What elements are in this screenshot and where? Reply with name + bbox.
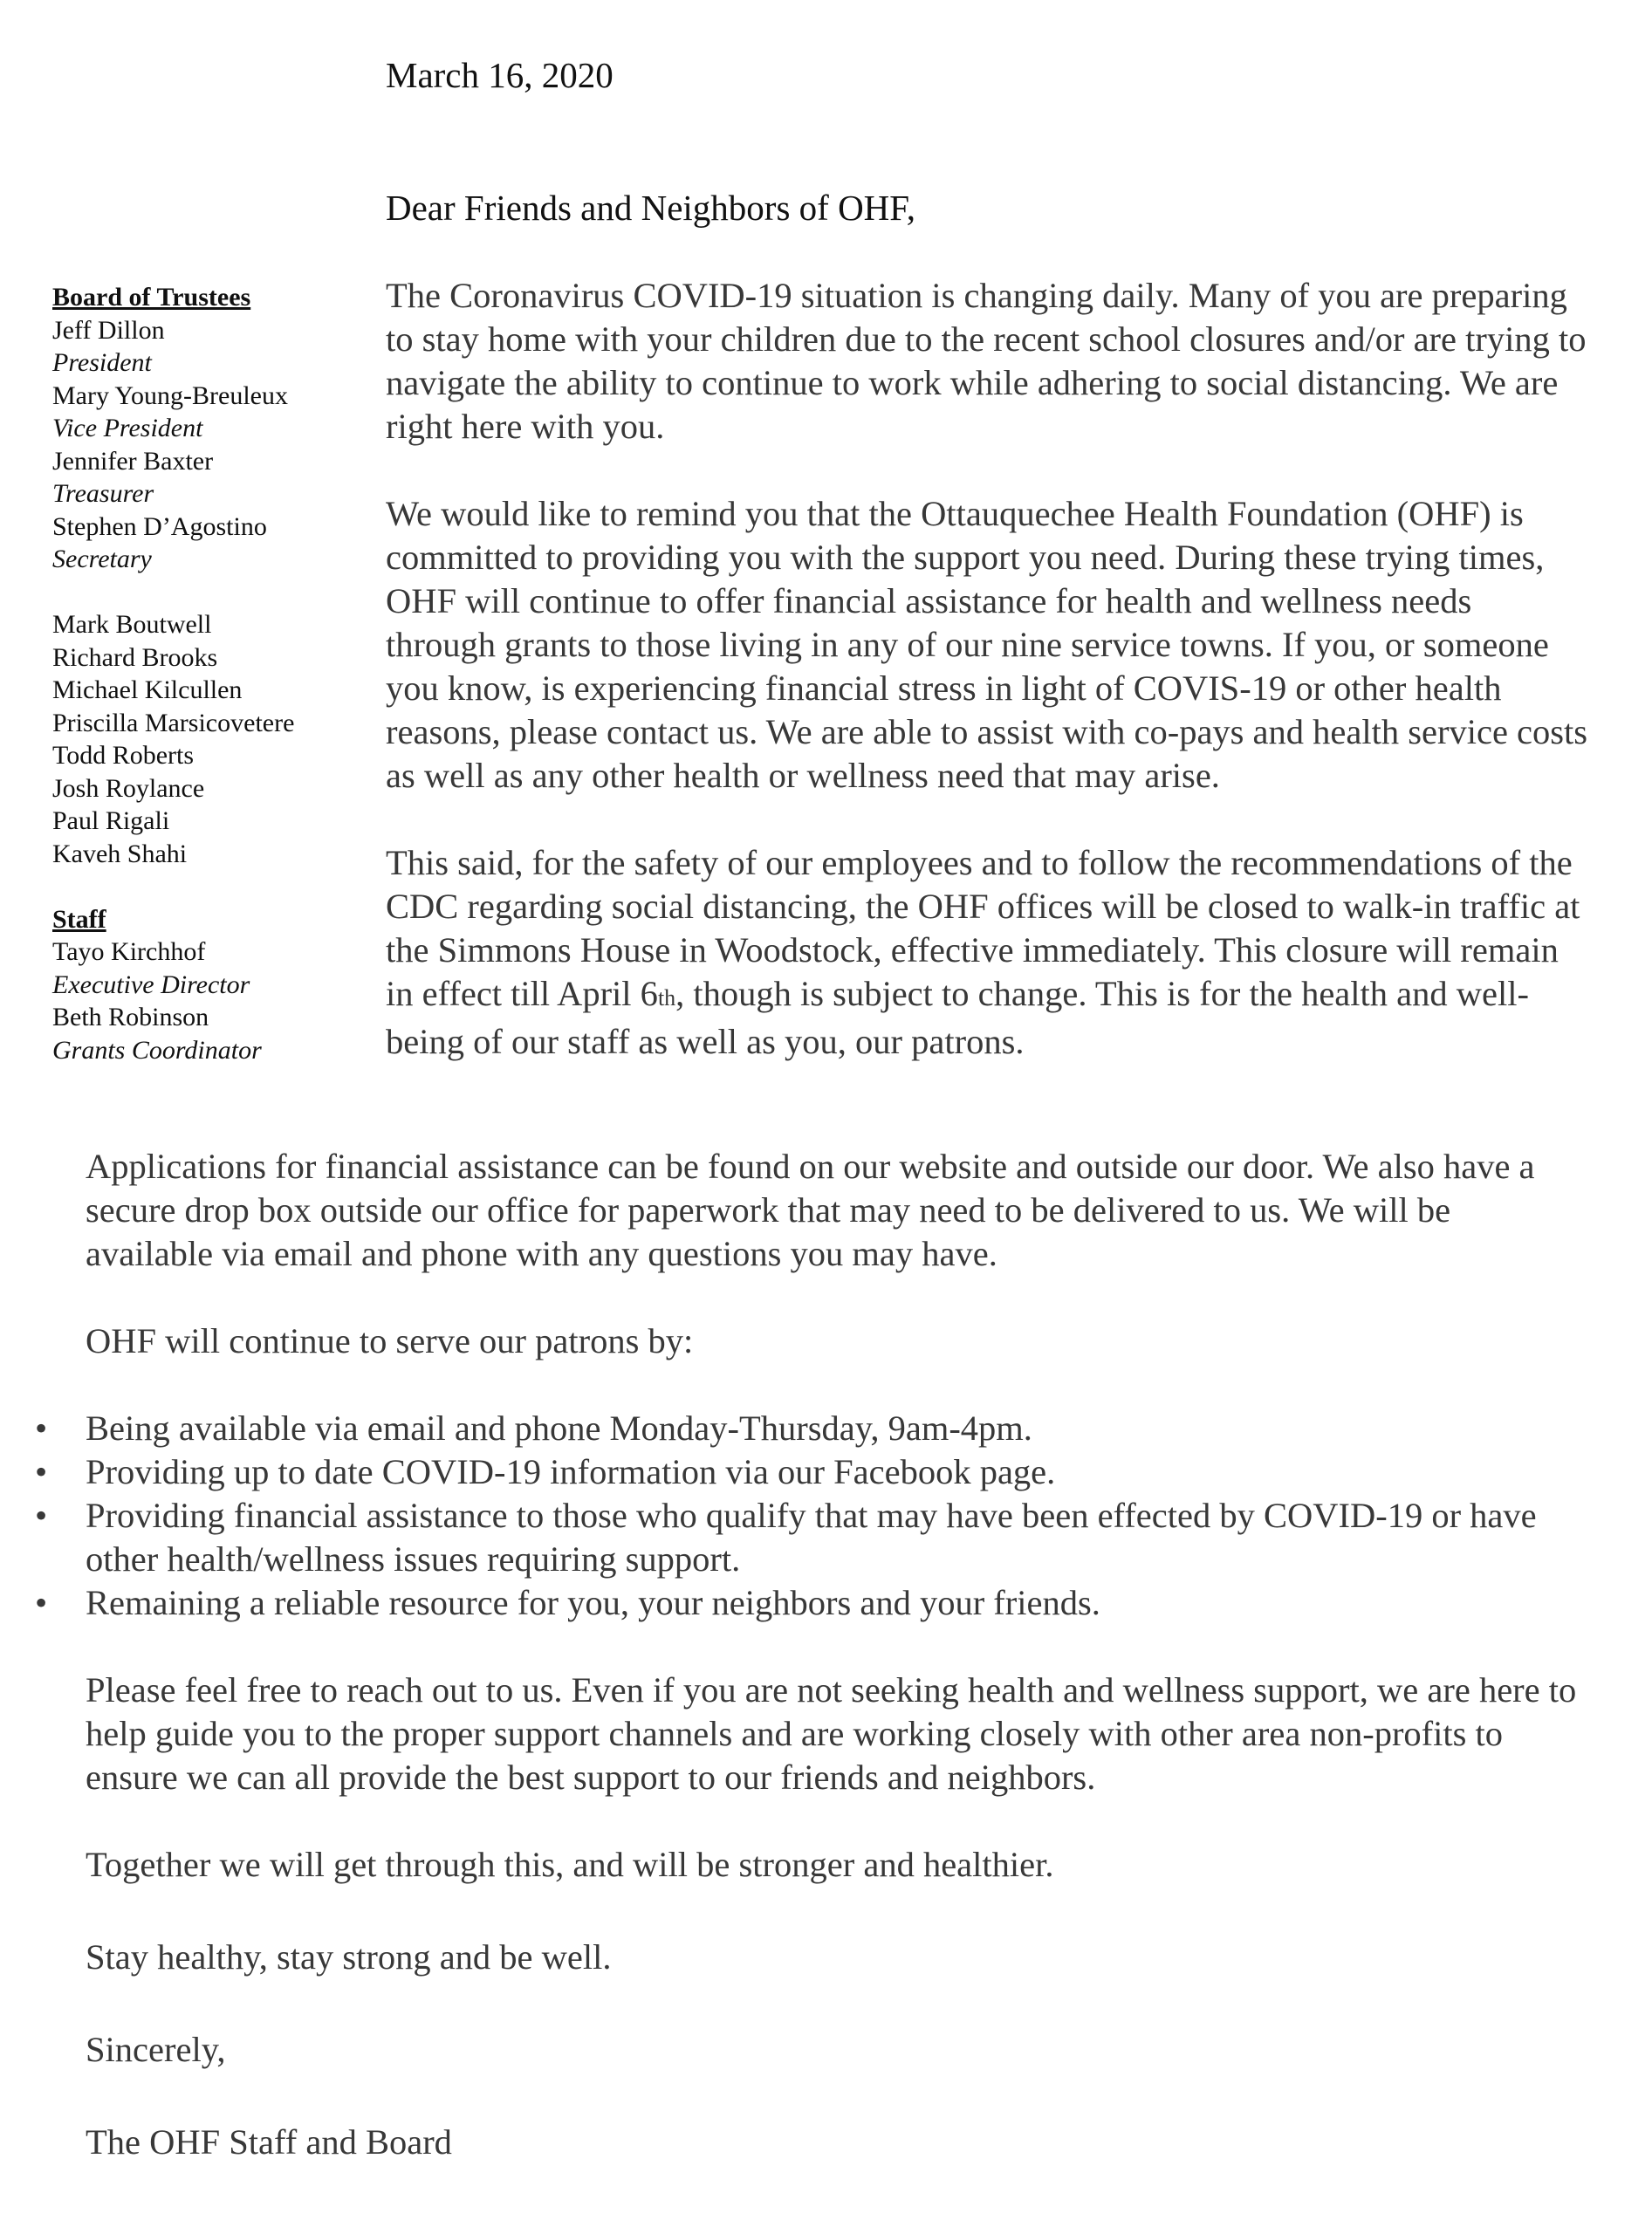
paragraph-applications: Applications for financial assistance can be found on our website and outside our door. We also have a secure drop box outside our office for paperwork that may need to be delivered to us. We will be available via email and phone with any questions you may have. xyxy=(86,1147,1535,1273)
paragraph-situation: The Coronavirus COVID-19 situation is changing daily. Many of you are preparing to stay home with your children due to the recent school closures and/or are trying to navigate the ability to continue to work while adhering to social distancing. We are right here with you. xyxy=(386,276,1587,446)
closure-text-end: , though is subject to change. This is for the health and well-being of our staff as well as you, our patrons. xyxy=(386,974,1529,1061)
member-name: Michael Kilcullen xyxy=(52,675,243,704)
list-item: • Providing financial assistance to those who qualify that may have been effected by COVID-19 or have other health/wellness issues requiring support. xyxy=(86,1494,1587,1581)
letter-body-lower xyxy=(86,1145,1587,2213)
staff-name: Tayo Kirchhof xyxy=(52,937,206,966)
member-name: Kaveh Shahi xyxy=(52,839,188,868)
member-name: Paul Rigali xyxy=(52,806,170,835)
member-name: Josh Roylance xyxy=(52,773,205,803)
staff-name: Beth Robinson xyxy=(52,1003,209,1031)
officer-name: Mary Young-Breuleux xyxy=(52,380,288,410)
sidebar-board-list xyxy=(52,281,349,1066)
officer-role: Vice President xyxy=(52,414,203,442)
services-list xyxy=(86,1407,1587,1625)
member-name: Richard Brooks xyxy=(52,642,218,672)
paragraph-together: Together we will get through this, and will be stronger and healthier. xyxy=(86,1845,1054,1884)
signature: The OHF Staff and Board xyxy=(86,2122,452,2162)
officer-role: Treasurer xyxy=(52,479,154,508)
spacer xyxy=(52,576,349,609)
trustees-heading: Board of Trustees xyxy=(52,283,251,312)
ordinal-suffix: th xyxy=(657,985,676,1011)
paragraph-stay-healthy: Stay healthy, stay strong and be well. xyxy=(86,1937,612,1977)
staff-role: Executive Director xyxy=(52,970,250,999)
letter-date: March 16, 2020 xyxy=(386,55,614,95)
staff-role: Grants Coordinator xyxy=(52,1035,262,1065)
officer-role: President xyxy=(52,348,152,377)
letter-body-upper xyxy=(386,274,1590,1107)
closing-sincerely: Sincerely, xyxy=(86,2030,226,2069)
staff-heading: Staff xyxy=(52,904,106,934)
officer-name: Stephen D’Agostino xyxy=(52,511,267,541)
closing-block xyxy=(86,1843,1587,2164)
list-item: • Providing up to date COVID-19 information via our Facebook page. xyxy=(86,1450,1587,1494)
paragraph-commitment: We would like to remind you that the Ottauquechee Health Foundation (OHF) is committed to providing you with the support you need. During these trying times, OHF will continue to offer financial assistance for health and wellness needs through grants to those living in any of our nine service towns. If you, or someone you know, is experiencing financial stress in light of COVIS-19 or other health reasons, please contact us. We are able to assist with co-pays and health service costs as well as any other health or wellness need that may arise. xyxy=(386,494,1588,795)
closure-text-start: This said, for the safety of our employees and to follow the recommendations of the CDC regarding social distancing, the OHF offices will be closed to walk-in traffic at the Simmons House in Woodstock, effective immediately. This closure will remain in effect till April 6 xyxy=(386,843,1580,1013)
member-name: Priscilla Marsicovetere xyxy=(52,708,295,737)
salutation: Dear Friends and Neighbors of OHF, xyxy=(386,188,916,228)
officer-name: Jeff Dillon xyxy=(52,315,165,345)
member-name: Mark Boutwell xyxy=(52,610,212,639)
list-item: • Remaining a reliable resource for you, your neighbors and your friends. xyxy=(86,1581,1587,1625)
spacer xyxy=(52,870,349,903)
list-item: • Being available via email and phone Monday-Thursday, 9am-4pm. xyxy=(86,1407,1587,1450)
officer-role: Secretary xyxy=(52,545,152,573)
paragraph-serve-intro: OHF will continue to serve our patrons by: xyxy=(86,1321,694,1360)
paragraph-office-closure xyxy=(386,841,1590,1064)
member-name: Todd Roberts xyxy=(52,741,195,770)
paragraph-reach-out: Please feel free to reach out to us. Even if you are not seeking health and wellness support, we are here to help guide you to the proper support channels and are working closely with other area non-profits to ensure we can all provide the best support to our friends and neighbors. xyxy=(86,1670,1577,1797)
officer-name: Jennifer Baxter xyxy=(52,446,214,476)
